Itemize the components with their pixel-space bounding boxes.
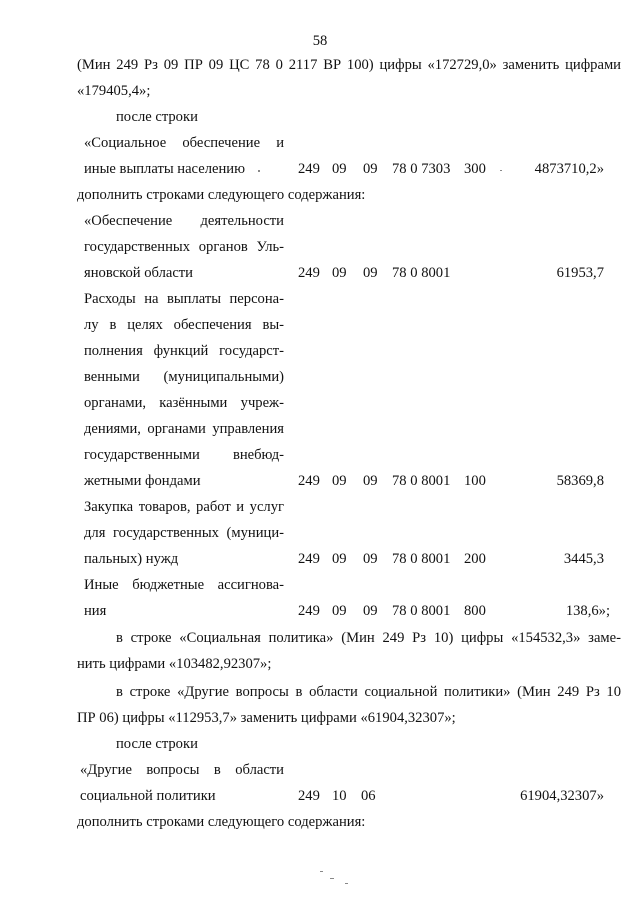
scan-speck [320,871,323,872]
row-label-line: Закупка товаров, работ и услуг [84,499,284,515]
add-rows-label-1: дополнить строками следующего содержания: [77,187,366,203]
col-vr: 800 [464,603,486,619]
col-min: 249 [298,161,320,177]
row-label-line: Расходы на выплаты персона- [84,291,284,307]
para-social-policy-line-1: в строке «Социальная политика» (Мин 249 Рз 10) цифры «154532,3» заме- [116,630,621,646]
para-1-line-2: «179405,4»; [77,83,151,99]
col-cs: 78 0 7303 [392,161,451,177]
col-amount: 3445,3 [563,551,604,567]
col-amount: 58369,8 [556,473,604,489]
para-other-questions-line-2: ПР 06) цифры «112953,7» заменить цифрами «61904,32307»; [77,710,456,726]
col-amount: 61904,32307» [520,788,604,804]
col-min: 249 [298,473,320,489]
col-min: 249 [298,265,320,281]
col-pr: 09 [363,551,378,567]
col-rz: 10 [332,788,347,804]
col-rz: 09 [332,551,347,567]
para-social-policy-line-2: нить цифрами «103482,92307»; [77,656,272,672]
row-label-line: ния [84,603,107,619]
scan-speck [258,170,260,172]
row-label-line: Иные бюджетные ассигнова- [84,577,284,593]
col-cs: 78 0 8001 [392,603,451,619]
row-label-line: «Обеспечение деятельности [84,213,284,229]
row-label-line: «Социальное обеспечение и [84,135,284,151]
row-label-line: жетными фондами [84,473,201,489]
row-label-line: лу в целях обеспечения вы- [84,317,284,333]
row-label-line: яновской области [84,265,193,281]
row-label-line: иные выплаты населению [84,161,245,177]
scan-speck [500,170,502,171]
page-number: 58 [312,33,328,49]
row-label-line: «Другие вопросы в области [80,762,284,778]
col-amount: 61953,7 [556,265,604,281]
col-pr: 09 [363,473,378,489]
col-rz: 09 [332,265,347,281]
after-row-label-1: после строки [116,109,198,125]
row-label-line: полнения функций государст- [84,343,284,359]
col-rz: 09 [332,161,347,177]
col-pr: 09 [363,265,378,281]
para-other-questions-line-1: в строке «Другие вопросы в области социальной политики» (Мин 249 Рз 10 [116,684,621,700]
row-label-line: государственных органов Уль- [84,239,284,255]
scan-speck [330,878,334,879]
col-cs: 78 0 8001 [392,551,451,567]
col-amount: 4873710,2» [534,161,604,177]
after-row-label-2: после строки [116,736,198,752]
col-min: 249 [298,603,320,619]
col-min: 249 [298,788,320,804]
row-label-line: дениями, органами управления [84,421,284,437]
col-cs: 78 0 8001 [392,265,451,281]
row-label-line: венными (муниципальными) [84,369,284,385]
col-cs: 78 0 8001 [392,473,451,489]
row-label-line: для государственных (муници- [84,525,284,541]
col-amount: 138,6»; [565,603,610,619]
col-pr: 06 [361,788,376,804]
col-vr: 100 [464,473,486,489]
row-label-line: пальных) нужд [84,551,179,567]
col-pr: 09 [363,603,378,619]
row-label-line: социальной политики [80,788,216,804]
row-label-line: органами, казёнными учреж- [84,395,284,411]
scan-speck [345,883,348,884]
col-vr: 300 [464,161,486,177]
para-1-line-1: (Мин 249 Рз 09 ПР 09 ЦС 78 0 2117 ВР 100) цифры «172729,0» заменить цифрами [77,57,621,73]
col-rz: 09 [332,603,347,619]
add-rows-label-2: дополнить строками следующего содержания: [77,814,366,830]
col-min: 249 [298,551,320,567]
col-vr: 200 [464,551,486,567]
row-label-line: государственными внебюд- [84,447,284,463]
col-rz: 09 [332,473,347,489]
col-pr: 09 [363,161,378,177]
